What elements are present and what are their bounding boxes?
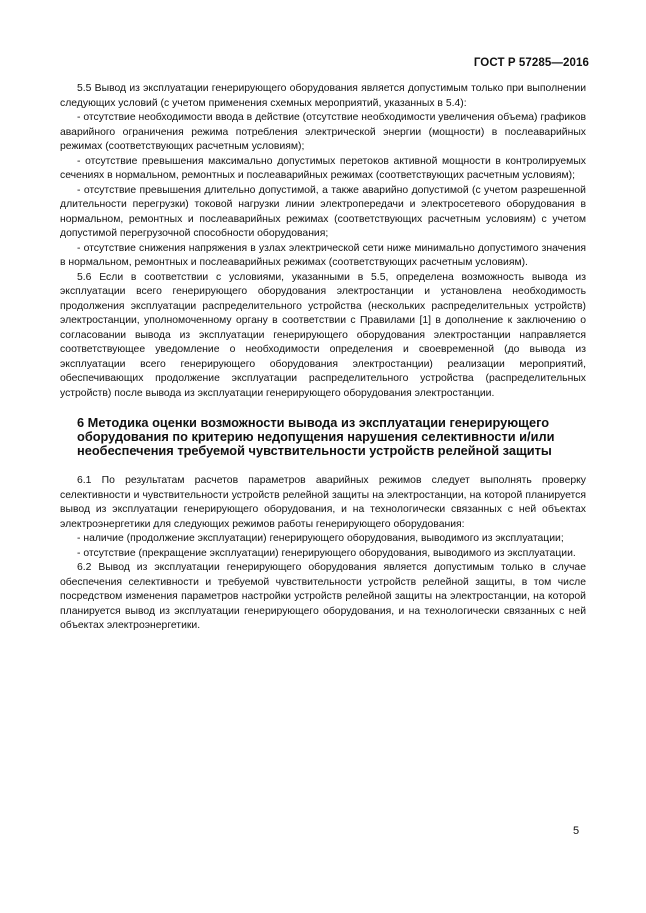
page-content <box>60 82 586 634</box>
page-number: 5 <box>573 825 580 837</box>
list-item: - отсутствие (прекращение эксплуатации) генерирующего оборудования, выводимого из эксплуатации. <box>77 547 576 559</box>
list-item: - отсутствие необходимости ввода в действие (отсутствие необходимости увеличения объема) графиков аварийного ограничения режима потребления электрической энергии (мощности) в послеаварийных режимах (соответствующих расчетным условиям); <box>60 112 587 152</box>
paragraph-5-6: 5.6 Если в соответствии с условиями, указанными в 5.5, определена возможность вывода из эксплуатации всего генерирующего оборудования электростанции и установлена необходимость продолжения эксплуатации распределительного устройства (нескольких распределительных устройств) электростанции, уполномоченному органу в соответствии с Правилами [1] в дополнение к заключению о согласовании вывода из эксплуатации генерирующего оборудования электростанции направляется соответствующее уведомление о необходимости определения и своевременной (до вывода из эксплуатации всего генерирующего оборудования электростанции) реализации мероприятий, обеспечивающих продолжение эксплуатации распределительного устройства (распределительных устройств) после вывода из эксплуатации генерирующего оборудования электростанции. <box>60 271 586 399</box>
paragraph-6-2: 6.2 Вывод из эксплуатации генерирующего оборудования является допустимым только в случае обеспечения селективности и требуемой чувствительности устройств релейной защиты, в том числе посредством изменения параметров настройки устройств релейной защиты на электростанции, на которой планируется вывод из эксплуатации генерирующего оборудования, и на технологически связанных с ней объектах электроэнергетики. <box>60 562 586 631</box>
document-header: ГОСТ Р 57285—2016 <box>473 57 589 69</box>
list-item: - отсутствие превышения длительно допустимой, а также аварийно допустимой (с учетом разрешенной длительности перегрузки) токовой нагрузки линии электропередачи и электросетевого оборудования в нормальном, ремонтных и послеаварийных режимах (соответствующих расчетным условиям) с учетом допустимой перегрузочной способности оборудования; <box>60 184 586 239</box>
paragraph-6-1: 6.1 По результатам расчетов параметров аварийных режимов следует выполнять проверку селективности и чувствительности устройств релейной защиты на электростанции, на которой планируется вывод из эксплуатации генерирующего оборудования, и на технологически связанных с ней объектах электроэнергетики для следующих режимов работы генерирующего оборудования: <box>60 475 586 530</box>
list-item: - отсутствие снижения напряжения в узлах электрической сети ниже минимально допустимого значения в нормальном, ремонтных и послеаварийных режимах (соответствующих расчетным условиям). <box>60 242 586 268</box>
list-item: - отсутствие превышения максимально допустимых перетоков активной мощности в контролируемых сечениях в нормальном, ремонтных и послеаварийных режимах (соответствующих расчетным условиям); <box>60 155 586 181</box>
paragraph-5-5: 5.5 Вывод из эксплуатации генерирующего оборудования является допустимым только при выполнении следующих условий (с учетом применения схемных мероприятий, указанных в 5.4): <box>60 83 586 109</box>
list-item: - наличие (продолжение эксплуатации) генерирующего оборудования, выводимого из эксплуатации; <box>77 533 564 544</box>
section-6-heading: 6 Методика оценки возможности вывода из эксплуатации генерирующего оборудования по критерию недопущения нарушения селективности и/или необеспечения требуемой чувствительности устройств релейной защиты <box>77 415 555 458</box>
